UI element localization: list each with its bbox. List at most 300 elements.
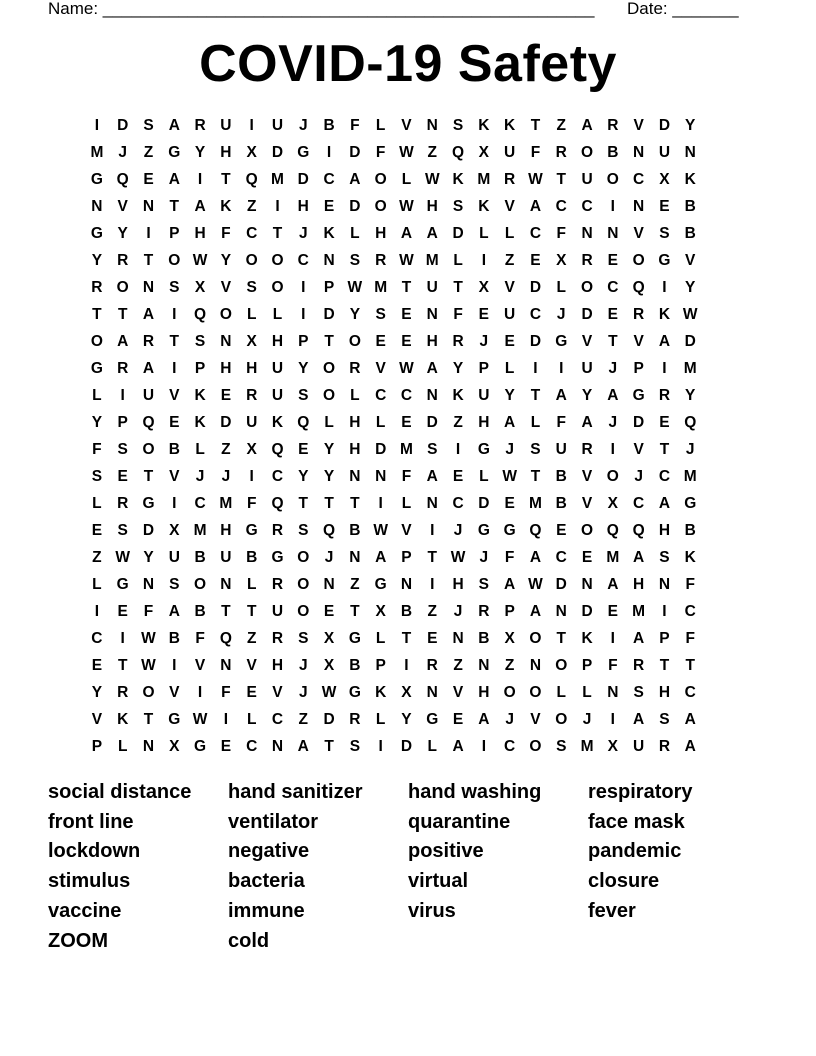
- grid-letter: P: [633, 360, 644, 377]
- grid-letter: K: [194, 387, 206, 404]
- grid-letter: D: [220, 414, 232, 431]
- grid-letter: A: [684, 711, 696, 728]
- grid-letter: Q: [194, 306, 207, 323]
- grid-letter: H: [452, 576, 464, 593]
- grid-letter: C: [529, 306, 542, 323]
- grid-letter: Z: [556, 117, 566, 134]
- grid-row: [84, 328, 732, 355]
- grid-letter: X: [478, 144, 490, 161]
- grid-letter: A: [478, 711, 490, 728]
- grid-letter: Y: [298, 360, 309, 377]
- grid-letter: M: [606, 549, 620, 566]
- grid-letter: D: [142, 522, 155, 539]
- grid-letter: S: [169, 576, 180, 593]
- grid-row: [84, 220, 732, 247]
- grid-letter: T: [401, 279, 412, 296]
- grid-letter: L: [401, 171, 412, 188]
- grid-letter: Z: [221, 441, 231, 458]
- grid-letter: J: [453, 603, 463, 620]
- grid-letter: D: [529, 279, 542, 296]
- grid-letter: O: [632, 252, 645, 269]
- grid-letter: I: [378, 738, 383, 755]
- grid-letter: C: [323, 171, 335, 188]
- grid-letter: S: [452, 198, 464, 215]
- grid-letter: A: [142, 306, 155, 323]
- grid-letter: A: [168, 603, 180, 620]
- grid-letter: L: [195, 441, 205, 458]
- grid-letter: Y: [452, 360, 464, 377]
- grid-letter: D: [658, 117, 671, 134]
- grid-letter: N: [91, 198, 103, 215]
- letter-grid: [84, 112, 732, 760]
- grid-letter: O: [323, 360, 336, 377]
- grid-letter: S: [349, 738, 361, 755]
- grid-letter: I: [378, 495, 383, 512]
- grid-letter: S: [375, 306, 386, 323]
- grid-letter: E: [504, 495, 515, 512]
- grid-letter: E: [659, 414, 670, 431]
- grid-letter: P: [478, 360, 490, 377]
- grid-letter: S: [298, 387, 309, 404]
- grid-row: [84, 517, 732, 544]
- grid-letter: W: [115, 549, 131, 566]
- grid-letter: R: [658, 387, 671, 404]
- grid-letter: Q: [452, 144, 465, 161]
- grid-letter: Z: [298, 711, 308, 728]
- grid-letter: U: [220, 117, 232, 134]
- grid-letter: Q: [219, 630, 232, 647]
- grid-letter: R: [117, 684, 129, 701]
- word-list-item: immune: [228, 899, 305, 922]
- grid-letter: E: [607, 306, 618, 323]
- grid-letter: R: [349, 711, 361, 728]
- grid-letter: L: [92, 576, 102, 593]
- word-list-item: positive: [408, 840, 484, 863]
- grid-letter: F: [453, 306, 463, 323]
- grid-letter: W: [528, 171, 543, 188]
- grid-letter: G: [426, 711, 439, 728]
- page-title: COVID-19 Safety: [199, 35, 617, 93]
- grid-letter: N: [529, 657, 542, 674]
- grid-letter: M: [632, 603, 646, 620]
- grid-letter: A: [142, 360, 155, 377]
- grid-letter: Q: [323, 522, 336, 539]
- grid-letter: S: [349, 252, 361, 269]
- grid-letter: D: [581, 306, 593, 323]
- grid-letter: A: [400, 225, 413, 242]
- grid-letter: H: [658, 522, 671, 539]
- grid-letter: T: [169, 198, 180, 215]
- grid-letter: O: [90, 333, 103, 350]
- grid-letter: J: [608, 360, 618, 377]
- grid-letter: N: [426, 387, 438, 404]
- grid-letter: B: [555, 495, 567, 512]
- grid-letter: O: [168, 252, 181, 269]
- grid-letter: A: [297, 738, 309, 755]
- grid-letter: F: [375, 144, 386, 161]
- grid-letter: H: [349, 414, 361, 431]
- grid-letter: F: [685, 576, 695, 593]
- word-list-item: fever: [588, 899, 636, 922]
- grid-letter: L: [350, 387, 360, 404]
- grid-letter: G: [348, 630, 361, 647]
- grid-letter: P: [581, 657, 593, 674]
- grid-letter: K: [684, 549, 696, 566]
- grid-letter: D: [555, 576, 567, 593]
- grid-letter: U: [142, 387, 155, 404]
- word-list-item: front line: [48, 810, 134, 833]
- grid-letter: I: [610, 198, 615, 215]
- grid-letter: O: [555, 657, 568, 674]
- grid-letter: I: [559, 360, 564, 377]
- grid-letter: T: [350, 495, 360, 512]
- grid-letter: J: [505, 711, 514, 728]
- grid-letter: H: [426, 333, 438, 350]
- header-row: [48, 0, 743, 19]
- grid-letter: C: [375, 387, 387, 404]
- grid-letter: I: [404, 657, 409, 674]
- grid-letter: C: [555, 549, 567, 566]
- grid-letter: N: [271, 738, 284, 755]
- grid-letter: V: [401, 117, 412, 134]
- grid-letter: L: [272, 306, 283, 323]
- grid-letter: G: [90, 360, 103, 377]
- grid-letter: N: [555, 603, 567, 620]
- grid-letter: T: [143, 711, 154, 728]
- grid-letter: J: [505, 441, 514, 458]
- grid-letter: I: [120, 387, 125, 404]
- grid-letter: P: [401, 549, 412, 566]
- grid-letter: N: [349, 468, 361, 485]
- grid-letter: B: [349, 657, 361, 674]
- grid-row: [84, 112, 732, 139]
- grid-letter: I: [481, 252, 486, 269]
- grid-letter: V: [685, 252, 696, 269]
- grid-letter: Y: [581, 387, 593, 404]
- grid-letter: F: [608, 657, 618, 674]
- grid-letter: E: [169, 414, 180, 431]
- grid-letter: P: [117, 414, 128, 431]
- grid-letter: M: [193, 522, 207, 539]
- grid-row: [84, 625, 732, 652]
- grid-letter: V: [633, 441, 644, 458]
- grid-letter: N: [581, 576, 593, 593]
- grid-letter: I: [662, 603, 667, 620]
- grid-letter: N: [220, 576, 232, 593]
- grid-letter: S: [427, 441, 438, 458]
- grid-letter: I: [223, 711, 229, 728]
- grid-letter: I: [662, 360, 667, 377]
- grid-letter: K: [504, 117, 516, 134]
- grid-letter: V: [169, 684, 180, 701]
- grid-letter: H: [297, 198, 309, 215]
- grid-letter: C: [633, 495, 645, 512]
- grid-letter: L: [582, 684, 592, 701]
- grid-letter: S: [117, 522, 128, 539]
- grid-letter: S: [298, 630, 309, 647]
- grid-letter: I: [94, 603, 100, 620]
- grid-letter: D: [426, 414, 438, 431]
- grid-letter: N: [607, 684, 619, 701]
- grid-letter: Z: [143, 144, 154, 161]
- grid-letter: S: [452, 117, 464, 134]
- grid-letter: O: [245, 252, 258, 269]
- grid-letter: T: [92, 306, 102, 323]
- grid-letter: A: [607, 576, 619, 593]
- grid-letter: L: [92, 387, 102, 404]
- grid-letter: C: [658, 468, 671, 485]
- grid-letter: W: [192, 252, 208, 269]
- grid-letter: C: [555, 198, 567, 215]
- grid-letter: R: [581, 252, 593, 269]
- grid-letter: I: [430, 576, 435, 593]
- grid-letter: O: [297, 549, 310, 566]
- grid-letter: G: [142, 495, 155, 512]
- grid-letter: P: [169, 225, 180, 242]
- grid-letter: T: [324, 738, 334, 755]
- grid-letter: J: [582, 711, 592, 728]
- grid-letter: N: [581, 225, 593, 242]
- grid-letter: O: [606, 468, 619, 485]
- grid-letter: A: [658, 333, 671, 350]
- grid-letter: L: [117, 738, 128, 755]
- grid-letter: R: [452, 333, 464, 350]
- grid-letter: O: [529, 738, 542, 755]
- grid-letter: G: [477, 522, 490, 539]
- grid-letter: O: [297, 603, 310, 620]
- grid-letter: U: [426, 279, 438, 296]
- grid-letter: U: [271, 387, 284, 404]
- word-list-item: quarantine: [408, 810, 511, 833]
- grid-letter: W: [321, 684, 337, 701]
- grid-letter: J: [685, 441, 695, 458]
- grid-letter: N: [607, 225, 619, 242]
- grid-letter: E: [117, 603, 128, 620]
- word-list-item: vaccine: [48, 899, 122, 922]
- grid-letter: Y: [298, 468, 309, 485]
- grid-letter: I: [430, 522, 435, 539]
- grid-letter: R: [142, 333, 155, 350]
- grid-letter: E: [607, 603, 618, 620]
- grid-letter: W: [399, 360, 414, 377]
- grid-letter: H: [375, 225, 387, 242]
- grid-letter: P: [504, 603, 515, 620]
- grid-letter: V: [375, 360, 386, 377]
- grid-letter: O: [606, 171, 619, 188]
- grid-letter: O: [219, 306, 232, 323]
- grid-letter: C: [91, 630, 103, 647]
- grid-letter: E: [298, 441, 309, 458]
- grid-letter: R: [633, 657, 645, 674]
- grid-letter: I: [301, 306, 306, 323]
- word-list-item: negative: [228, 840, 310, 863]
- grid-letter: F: [143, 603, 154, 620]
- grid-letter: M: [683, 468, 697, 485]
- grid-letter: Y: [143, 549, 154, 566]
- grid-letter: A: [504, 576, 516, 593]
- grid-letter: R: [117, 252, 129, 269]
- grid-letter: X: [169, 738, 180, 755]
- grid-letter: C: [684, 684, 696, 701]
- grid-letter: C: [246, 738, 258, 755]
- grid-letter: L: [350, 225, 360, 242]
- grid-letter: Y: [117, 225, 128, 242]
- grid-letter: L: [479, 468, 489, 485]
- grid-letter: A: [426, 468, 438, 485]
- grid-letter: A: [529, 603, 542, 620]
- grid-letter: A: [529, 549, 542, 566]
- grid-letter: Y: [323, 441, 335, 458]
- grid-letter: N: [426, 684, 438, 701]
- grid-letter: H: [633, 576, 645, 593]
- grid-letter: P: [298, 333, 309, 350]
- grid-row: [84, 544, 732, 571]
- grid-letter: H: [246, 360, 258, 377]
- grid-letter: P: [323, 279, 335, 296]
- grid-letter: W: [192, 711, 208, 728]
- grid-letter: L: [556, 279, 566, 296]
- grid-letter: K: [375, 684, 387, 701]
- grid-letter: X: [169, 522, 180, 539]
- grid-letter: I: [326, 144, 332, 161]
- grid-letter: V: [581, 495, 593, 512]
- grid-letter: L: [556, 684, 566, 701]
- grid-letter: C: [504, 738, 516, 755]
- grid-letter: V: [246, 657, 257, 674]
- grid-letter: H: [220, 360, 232, 377]
- grid-letter: E: [427, 630, 438, 647]
- grid-letter: T: [401, 630, 412, 647]
- grid-letter: R: [246, 387, 258, 404]
- grid-letter: N: [142, 738, 155, 755]
- grid-letter: N: [349, 549, 361, 566]
- grid-letter: O: [142, 441, 155, 458]
- grid-letter: T: [427, 549, 437, 566]
- grid-letter: N: [400, 576, 413, 593]
- grid-letter: K: [271, 414, 284, 431]
- grid-letter: U: [271, 117, 284, 134]
- grid-letter: N: [452, 630, 464, 647]
- grid-letter: Q: [529, 522, 542, 539]
- word-list-item: virus: [408, 899, 456, 922]
- grid-letter: U: [478, 387, 490, 404]
- word-list-item: ZOOM: [48, 929, 108, 952]
- grid-letter: O: [529, 630, 542, 647]
- grid-letter: O: [581, 522, 594, 539]
- grid-letter: W: [424, 171, 440, 188]
- grid-letter: W: [682, 306, 698, 323]
- grid-letter: I: [455, 441, 461, 458]
- grid-letter: C: [529, 225, 542, 242]
- grid-letter: P: [659, 630, 670, 647]
- grid-letter: T: [324, 333, 334, 350]
- grid-letter: C: [633, 171, 645, 188]
- grid-letter: V: [504, 198, 515, 215]
- grid-letter: D: [375, 441, 387, 458]
- grid-letter: N: [375, 468, 387, 485]
- grid-letter: L: [324, 414, 334, 431]
- grid-letter: G: [194, 738, 207, 755]
- grid-letter: H: [220, 522, 232, 539]
- grid-letter: O: [555, 711, 568, 728]
- grid-letter: J: [298, 225, 308, 242]
- grid-letter: R: [375, 252, 387, 269]
- word-list-item: cold: [228, 929, 270, 952]
- grid-letter: R: [633, 306, 645, 323]
- grid-letter: D: [633, 414, 645, 431]
- grid-letter: O: [503, 684, 516, 701]
- grid-letter: R: [194, 117, 206, 134]
- grid-letter: O: [142, 684, 155, 701]
- grid-letter: B: [246, 549, 258, 566]
- grid-letter: Y: [685, 279, 696, 296]
- grid-letter: R: [607, 117, 619, 134]
- grid-letter: U: [581, 360, 593, 377]
- grid-letter: F: [530, 144, 541, 161]
- grid-letter: T: [556, 630, 566, 647]
- grid-letter: L: [375, 117, 386, 134]
- grid-letter: H: [271, 333, 284, 350]
- grid-letter: A: [581, 117, 593, 134]
- grid-letter: X: [607, 495, 618, 512]
- grid-letter: W: [399, 198, 414, 215]
- grid-letter: F: [401, 468, 412, 485]
- grid-letter: H: [349, 441, 361, 458]
- grid-letter: A: [168, 117, 180, 134]
- grid-letter: M: [374, 279, 388, 296]
- grid-letter: L: [375, 414, 386, 431]
- grid-letter: N: [220, 657, 232, 674]
- grid-letter: W: [373, 522, 388, 539]
- grid-letter: E: [530, 252, 541, 269]
- grid-letter: B: [194, 549, 206, 566]
- grid-letter: V: [272, 684, 283, 701]
- grid-letter: F: [685, 630, 695, 647]
- grid-letter: A: [117, 333, 129, 350]
- name-field: Name: ____________________________________________________: [48, 0, 595, 18]
- grid-letter: G: [245, 522, 258, 539]
- grid-letter: J: [298, 657, 308, 674]
- grid-letter: X: [246, 144, 257, 161]
- grid-letter: G: [477, 441, 490, 458]
- grid-letter: I: [249, 117, 254, 134]
- grid-letter: B: [684, 198, 696, 215]
- grid-letter: I: [197, 684, 203, 701]
- grid-letter: Z: [427, 144, 437, 161]
- grid-letter: T: [608, 333, 618, 350]
- grid-letter: B: [168, 441, 180, 458]
- grid-letter: U: [504, 144, 516, 161]
- grid-letter: A: [633, 630, 645, 647]
- grid-letter: R: [271, 576, 284, 593]
- grid-letter: A: [607, 387, 619, 404]
- grid-row: [84, 274, 732, 301]
- date-field: Date: _______: [627, 0, 739, 18]
- grid-letter: I: [610, 630, 615, 647]
- grid-letter: Z: [427, 603, 437, 620]
- grid-letter: E: [323, 198, 335, 215]
- word-list: [48, 778, 768, 956]
- grid-letter: I: [120, 630, 125, 647]
- grid-letter: L: [504, 360, 515, 377]
- grid-row: [84, 679, 732, 706]
- grid-letter: S: [659, 549, 670, 566]
- grid-letter: M: [90, 144, 104, 161]
- grid-letter: Z: [504, 657, 515, 674]
- grid-letter: W: [399, 252, 414, 269]
- grid-letter: F: [556, 225, 566, 242]
- grid-letter: B: [607, 144, 619, 161]
